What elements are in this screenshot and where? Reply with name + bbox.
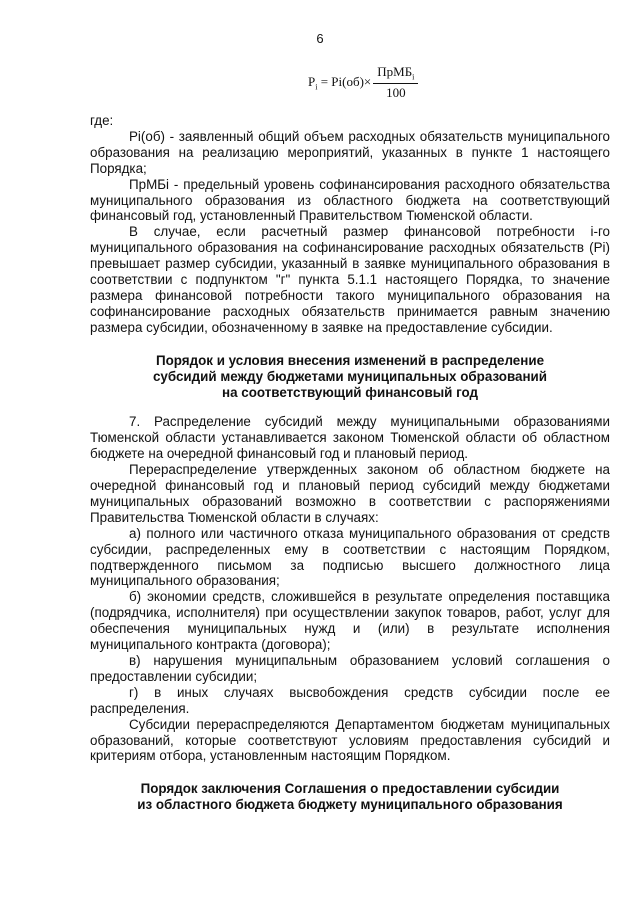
list-item-v: в) нарушения муниципальным образованием условий соглашения о предоставлении субсидии; — [90, 653, 610, 684]
heading-2-line-1: Порядок заключения Соглашения о предоставлении субсидии — [140, 781, 560, 797]
paragraph-7: 7. Распределение субсидий между муниципальными образованиями Тюменской области устанавливается законом Тюменской области об областном бюджете на очередной финансовый год и плановый период. — [90, 414, 610, 462]
formula-fraction — [373, 64, 418, 101]
paragraph-subsidii: Субсидии перераспределяются Департаментом бюджетам муниципальных образований, которые соответствуют условиям предоставления субсидий и критериям отбора, установленным настоящим Порядком. — [90, 716, 610, 764]
formula-lhs: $P_i$ — [308, 73, 318, 92]
section-heading-2 — [90, 781, 610, 813]
paragraph-sluchae: В случае, если расчетный размер финансовой потребности i-го муниципального образования на софинансирование расходных обязательств (Pi) превышает размер субсидии, указанный в заявке муниципального образования в соответствии с подпунктом "г" пункта 5.1.1 настоящего Порядка, то значение размера финансовой потребности такого муниципального образования на софинансирование расходных обязательств принимается равным значению размера субсидии, обозначенному в заявке на предоставление субсидии. — [90, 224, 610, 335]
paragraph-gde: где: — [90, 113, 114, 128]
page-number: 6 — [316, 31, 324, 46]
formula-mid: = Pi(об)× — [317, 74, 372, 90]
document-body — [90, 113, 610, 813]
heading-2-line-2: из областного бюджета бюджету муниципального образования — [137, 797, 563, 813]
paragraph-pi-ob: Pi(об) - заявленный общий объем расходных обязательств муниципального образования на реализацию мероприятий, указанных в пункте 1 настоящего Порядка; — [90, 128, 610, 176]
heading-1-line-2: субсидий между бюджетами муниципальных образований — [152, 368, 548, 384]
paragraph-pereraspredelenie: Перераспределение утвержденных законом об областном бюджете на очередной финансовый год и плановый период субсидий между бюджетами муниципальных образований возможно в соответствии с распоряжениями Правительства Тюменской области в случаях: — [90, 462, 610, 525]
section-heading-1 — [90, 353, 610, 401]
formula — [308, 64, 418, 101]
paragraph-prmb: ПрМБi - предельный уровень софинансирования расходного обязательства муниципального образования из областного бюджета на соответствующий финансовый год, установленный Правительством Тюменской области. — [90, 176, 610, 224]
formula-denominator: 100 — [386, 84, 406, 100]
list-item-a: а) полного или частичного отказа муниципального образования от средств субсидии, распределенных ему в соответствии с настоящим Порядком, подтвержденного письмом за подписью высшего должностного лица муниципального образования; — [90, 525, 610, 589]
list-item-b: б) экономии средств, сложившейся в результате определения поставщика (подрядчика, исполнителя) при осуществлении закупок товаров, работ, услуг для обеспечения муниципальных нужд и (или) в результате исполнения муниципального контракта (договора); — [90, 589, 610, 653]
list-item-g: г) в иных случаях высвобождения средств субсидии после ее распределения. — [90, 684, 610, 716]
formula-numerator: ПрМБ$_i$ — [373, 64, 418, 84]
heading-1-line-3: на соответствующий финансовый год — [222, 384, 478, 400]
heading-1-line-1: Порядок и условия внесения изменений в распределение — [155, 352, 545, 368]
